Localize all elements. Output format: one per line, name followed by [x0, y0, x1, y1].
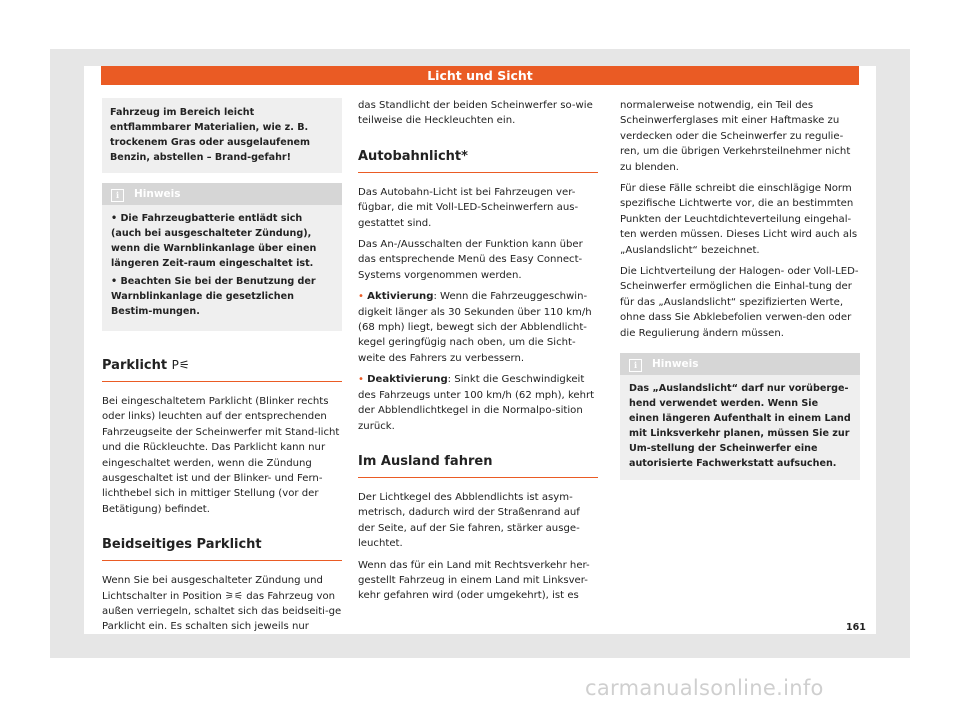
paragraph: Bei eingeschaltetem Parklicht (Blinker rechts oder links) leuchten auf der entsprechenden Fahrzeugseite der Scheinwerfer mit Stand-licht und die Rückleuchte. Das Parklicht kann nur eingeschaltet werden, wenn die Zündung ausgeschaltet ist und der Blinker- und Fern-lichthebel sich in mittiger Stellung (vor der Betätigung) befindet. [102, 396, 340, 515]
bullet-deaktivierung: • Deaktivierung: Sinkt die Geschwindigkeit des Fahrzeugs unter 100 km/h (62 mph), kehrt der Abblendlichtkegel in die Normalpo-sition zurück. [358, 374, 595, 432]
info-icon: i [111, 189, 124, 202]
info-icon: i [629, 359, 642, 372]
column-3 [620, 98, 860, 480]
paragraph: Das An-/Ausschalten der Funktion kann über das entsprechende Menü des Easy Connect-Systems vorgenommen werden. [358, 239, 583, 281]
note-title: Hinweis [134, 188, 181, 200]
page-number: 161 [846, 622, 866, 633]
column-2 [358, 98, 598, 610]
paragraph: Die Lichtverteilung der Halogen- oder Voll-LED-Scheinwerfer ermöglichen die Einhal-tung der für das „Auslandslicht“ spezifizierten Werte, ohne dass Sie Abklebefolien verwen-den oder die Regulierung ändern müssen. [620, 266, 859, 339]
bullet-aktivierung: • Aktivierung: Wenn die Fahrzeuggeschwin-digkeit länger als 30 Sekunden über 110 km/h (68 mph) liegt, bewegt sich der Abblendlicht-kegel geringfügig nach oben, um die Sicht-weite des Fahrers zu verbessern. [358, 291, 592, 364]
note-box-1 [102, 183, 342, 331]
note-item: • Die Fahrzeugbatterie entlädt sich (auch bei ausgeschalteter Zündung), wenn die Warnblinkanlage über einen längeren Zeit-raum eingeschaltet ist. [111, 213, 317, 269]
note-title: Hinweis [652, 358, 699, 371]
note-header [620, 353, 860, 375]
note-item: • Beachten Sie bei der Benutzung der Warnblinkanlage die gesetzlichen Bestim-mungen. [111, 276, 316, 317]
paragraph: normalerweise notwendig, ein Teil des Scheinwerferglases mit einer Haftmaske zu verdecken oder die Scheinwerfer zu regulie-ren, um die übrigen Verkehrsteilnehmer nicht zu blenden. [620, 100, 851, 173]
heading-ausland: Im Ausland fahren [358, 454, 598, 478]
note-body: Das „Auslandslicht“ darf nur vorüberge-hend verwendet werden. Wenn Sie einen längeren Aufenthalt in einem Land mit Linksverkehr planen, müssen Sie zur Um-stellung der Scheinwerfer eine autorisierte Fachwerkstatt aufsuchen. [629, 383, 851, 470]
paragraph: das Standlicht der beiden Scheinwerfer so-wie teilweise die Heckleuchten ein. [358, 100, 593, 127]
paragraph: Wenn das für ein Land mit Rechtsverkehr her-gestellt Fahrzeug in einem Land mit Linksver-kehr gefahren wird (oder umgekehrt), ist es [358, 559, 590, 602]
heading-autobahnlicht: Autobahnlicht* [358, 149, 598, 173]
note-box-2 [620, 353, 860, 480]
heading-parklicht: Parklicht P⚟ [102, 357, 342, 382]
paragraph: Für diese Fälle schreibt die einschlägige Norm spezifische Lichtwerte vor, die an bestimmten Punkten der Leuchtdichteverteilung eingehal-ten werden müssen. Dieses Licht wird auch als „Auslandslicht“ bezeichnet. [620, 183, 858, 256]
paragraph: Das Autobahn-Licht ist bei Fahrzeugen ver-fügbar, die mit Voll-LED-Scheinwerfern aus-gestattet sind. [358, 186, 579, 229]
parking-light-icon: P⚟ [171, 358, 190, 372]
warning-box: Fahrzeug im Bereich leicht entflammbarer Materialien, wie z. B. trockenem Gras oder ausgelaufenem Benzin, abstellen – Brand-gefahr! [102, 98, 342, 173]
paragraph: Wenn Sie bei ausgeschalteter Zündung und Lichtschalter in Position ⚞⚟ das Fahrzeug von außen verriegeln, schaltet sich das beidseiti-ge Parklicht ein. Es schalten sich jeweils nur [102, 575, 342, 633]
paragraph: Der Lichtkegel des Abblendlichts ist asym-metrisch, dadurch wird der Straßenrand auf der Seite, auf der Sie fahren, stärker ausge-leuchtet. [358, 491, 580, 550]
note-header [102, 183, 342, 205]
section-header: Licht und Sicht [101, 66, 859, 85]
heading-beidseitig: Beidseitiges Parklicht [102, 537, 342, 561]
watermark: carmanualsonline.info [585, 676, 824, 700]
column-1 [102, 98, 342, 641]
note-body [102, 205, 342, 331]
